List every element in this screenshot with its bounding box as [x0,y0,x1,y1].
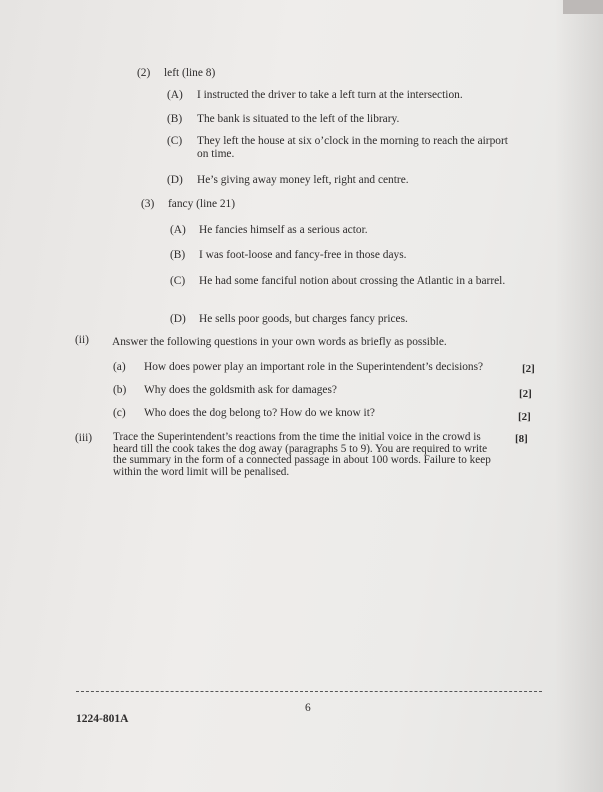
part-ii-item-text: Why does the goldsmith ask for damages? [144,384,337,396]
q2-word: left (line 8) [164,67,216,79]
q3-option-key: (A) [170,224,186,236]
part-ii-item-text: Who does the dog belong to? How do we know it? [144,407,375,419]
q2-option-text: I instructed the driver to take a left turn at the intersection. [197,89,463,101]
part-iii-number: (iii) [75,432,93,444]
q3-option-key: (D) [170,313,186,325]
q2-option-key: (D) [167,174,183,186]
part-ii-item-key: (c) [113,407,126,419]
marks: [8] [515,433,528,445]
q2-option-key: (A) [167,89,183,101]
q2-option-key: (C) [167,135,183,147]
marks: [2] [519,388,532,400]
page-number: 6 [305,702,311,714]
q2-option-text: They left the house at six o’clock in the morning to reach the airport on time. [197,135,508,160]
page-corner [563,0,603,14]
part-ii-item-key: (b) [113,384,127,396]
part-ii-instruction: Answer the following questions in your own words as briefly as possible. [112,336,447,348]
marks: [2] [522,363,535,375]
q2-option-key: (B) [167,113,183,125]
q2-option-text: He’s giving away money left, right and centre. [197,174,409,186]
q3-option-key: (B) [170,249,186,261]
q3-option-text: He had some fanciful notion about crossing the Atlantic in a barrel. [199,275,506,287]
paper-code: 1224-801A [76,713,129,725]
marks: [2] [518,411,531,423]
part-ii-item-text: How does power play an important role in the Superintendent’s decisions? [144,361,484,373]
q2-option-text: The bank is situated to the left of the library. [197,113,400,125]
part-iii-text: Trace the Superintendent’s reactions from the time the initial voice in the crowd is heard till the cook takes the dog away (paragraphs 5 to 9). You are required to write the summary in the form of a connected passage in about 100 words. Failure to keep within the word limit will be penalised. [113,431,491,478]
part-ii-number: (ii) [75,334,89,346]
q3-word: fancy (line 21) [168,198,236,210]
page-shadow [555,0,603,792]
q2-number: (2) [137,67,151,79]
q3-option-text: He fancies himself as a serious actor. [199,224,368,236]
q3-number: (3) [141,198,155,210]
q3-option-text: I was foot-loose and fancy-free in those days. [199,249,407,261]
part-ii-item-key: (a) [113,361,126,373]
q3-option-key: (C) [170,275,186,287]
q3-option-text: He sells poor goods, but charges fancy prices. [199,313,408,325]
footer-divider [76,691,542,692]
